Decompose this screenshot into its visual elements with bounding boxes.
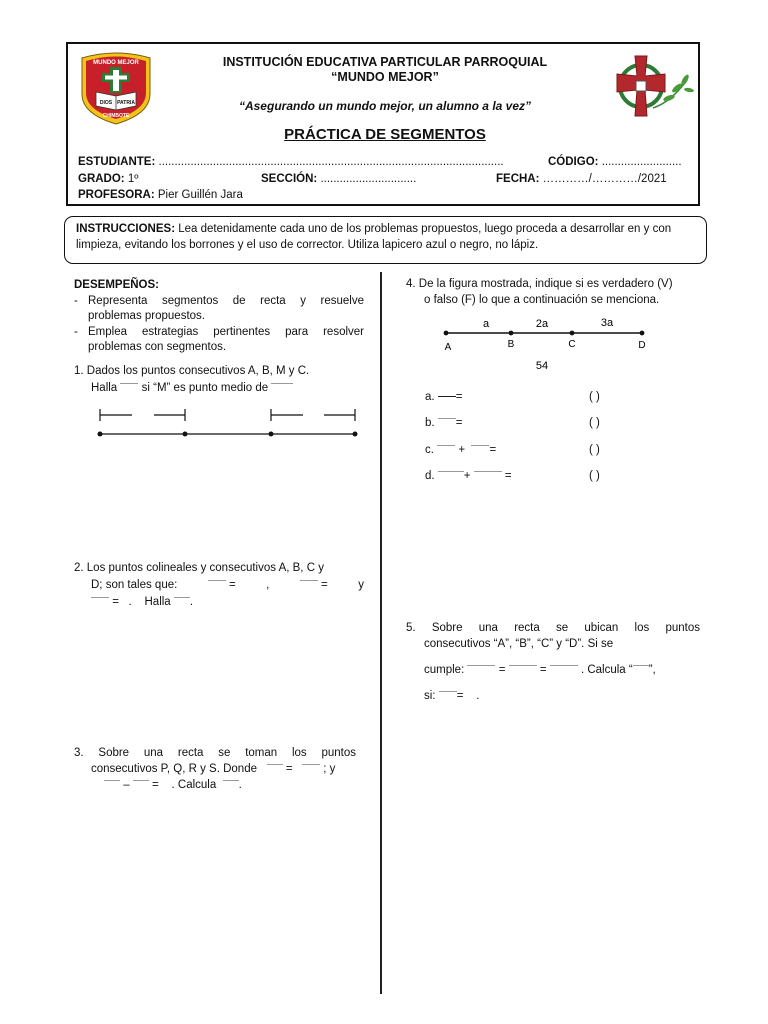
figure-label-a: a [482,318,490,330]
problem-5: 5. Sobre una recta se ubican los puntos consecutivos “A”, “B”, “C” y “D”. Si se cumple: = = . Calcula “ ”, si: = . [406,622,700,702]
desempeno-item: - Emplea estrategias pertinentes para resolver problemas con segmentos. [74,325,364,353]
segment-placeholder [509,665,537,674]
school-motto: “Asegurando un mundo mejor, un alumno a la vez” [238,99,532,113]
date-value: …………/…………/2021 [542,173,667,185]
section-value: .............................. [320,173,417,185]
student-field[interactable] [78,156,504,168]
p4-option-b: b. = ( ) [425,416,655,432]
problem-3: 3. Sobre una recta se toman los puntos consecutivos P, Q, R y S. Donde = ; y – = . Calcula . [74,747,356,791]
school-name-line1: INSTITUCIÓN EDUCATIVA PARTICULAR PARROQUIAL [222,55,548,69]
p4-line2: o falso (F) lo que a continuación se menciona. [424,293,660,306]
segment-placeholder [438,471,464,480]
answer-blank[interactable]: ( ) [589,391,600,403]
segment-placeholder [120,383,138,392]
p4-line1: 4. De la figura mostrada, indique si es verdadero (V) [406,278,673,290]
school-name-line2: “MUNDO MEJOR” [331,70,439,84]
date-field[interactable] [496,173,667,185]
segment-placeholder [267,764,283,773]
instructions-text: Lea detenidamente cada uno de los problemas propuestos, luego proceda a desarrollar en y con limpieza, evitando los borrones y el uso de corrector. Utiliza lapicero azul o negro, no lápiz. [76,223,672,251]
code-field[interactable] [548,156,682,168]
problem-4-figure [438,314,656,372]
figure-point-a: A [444,342,452,353]
logo-bottom-text: CHIMBOTE [102,113,130,119]
segment-placeholder [91,597,109,606]
p3-line1: 3. Sobre una recta se toman los puntos [74,747,356,759]
figure-point-b: B [507,339,515,350]
page-title: PRÁCTICA DE SEGMENTOS [284,126,486,143]
answer-blank[interactable]: ( ) [589,444,600,456]
desempeno-item: - Representa segmentos de recta y resuelve problemas propuestos. [74,294,364,322]
desempenos-section [74,278,364,356]
school-shield-logo [76,50,156,126]
instructions-box [64,216,707,264]
segment-placeholder [474,471,502,480]
problem-1-figure [94,408,364,444]
figure-label-2a: 2a [535,318,549,330]
grade-label: GRADO: [78,173,125,185]
segment-placeholder [104,780,120,789]
figure-label-3a: 3a [600,317,614,329]
problem-1 [74,364,364,396]
segment-placeholder [438,396,456,397]
segment-placeholder [223,780,239,789]
grade-field [78,173,138,185]
grade-value: 1º [127,173,139,185]
p5-line2: consecutivos “A”, “B”, “C” y “D”. Si se [424,638,614,650]
p1-line1: 1. Dados los puntos consecutivos A, B, M y C. [74,365,310,377]
teacher-field [78,189,243,201]
segment-placeholder [439,691,457,700]
segment-placeholder [302,764,320,773]
segment-placeholder [300,580,318,589]
p1-halla: Halla [91,381,118,394]
logo-top-text: MUNDO MEJOR [93,60,139,66]
answer-blank[interactable]: ( ) [589,470,600,482]
answer-blank[interactable]: ( ) [589,417,600,429]
section-field[interactable] [261,173,416,185]
segment-placeholder [550,665,578,674]
p4-option-c: c. + = ( ) [425,443,655,459]
code-label: CÓDIGO: [548,156,599,168]
segment-placeholder [133,780,149,789]
problem-4 [406,277,710,308]
segment-placeholder [467,665,495,674]
segment-placeholder [437,445,455,454]
p4-option-d: d. + = ( ) [425,469,655,485]
figure-total: 54 [535,360,549,372]
segment-placeholder [174,597,190,606]
p1-condition: si “M” es punto medio de [141,381,269,394]
section-label: SECCIÓN: [261,173,318,185]
student-value: ............................................................................................................ [158,156,504,168]
teacher-value: Pier Guillén Jara [157,189,243,201]
column-divider [380,272,382,994]
p5-line1: 5. Sobre una recta se ubican los puntos [406,622,700,634]
segment-placeholder [438,418,456,427]
segment-placeholder [208,580,226,589]
problem-2: 2. Los puntos colineales y consecutivos A, B, C y D; son tales que: = , = y = . Halla . [74,562,364,608]
desempenos-title: DESEMPEÑOS: [74,279,159,291]
figure-point-c: C [568,339,576,350]
student-label: ESTUDIANTE: [78,156,156,168]
instructions-label: INSTRUCCIONES: [76,223,176,235]
segment-placeholder [471,445,489,454]
segment-placeholder [633,665,649,674]
logo-book-right: PATRIA [117,100,135,106]
p2-line1: 2. Los puntos colineales y consecutivos A, B, C y [74,562,324,574]
segment-placeholder [271,383,293,392]
logo-book-left: DIOS [99,100,113,106]
p4-option-a: a. = ( ) [425,390,655,406]
date-label: FECHA: [496,173,540,185]
figure-point-d: D [638,340,646,351]
teacher-label: PROFESORA: [78,189,155,201]
code-value: ......................... [601,156,682,168]
